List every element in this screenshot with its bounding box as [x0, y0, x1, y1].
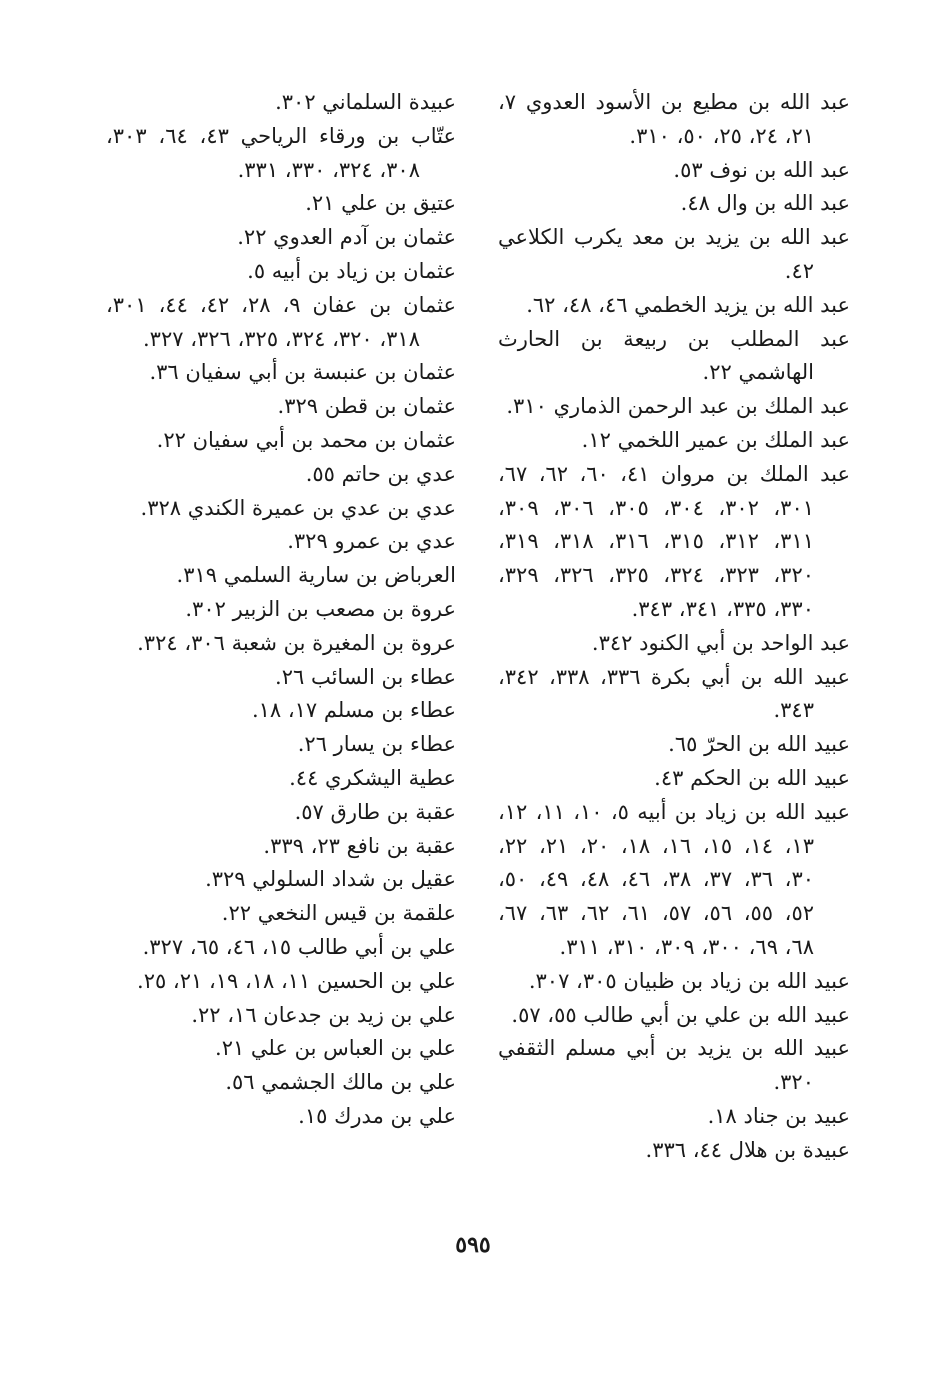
index-entry: علقمة بن قيس النخعي ٢٢. [221, 901, 456, 926]
index-entry: عبيد الله بن يزيد بن أبي مسلم الثقفي ٣٢٠. [498, 1036, 850, 1095]
index-entry: عبد المطلب بن ربيعة بن الحارث الهاشمي ٢٢. [498, 326, 850, 385]
index-entry: عبيد الله بن الحرّ ٦٥. [668, 732, 850, 757]
index-entry: عبيدة بن هلال ٤٤، ٣٣٦. [645, 1137, 850, 1162]
index-entry: عبد الله بن يزيد الخطمي ٤٦، ٤٨، ٦٢. [526, 292, 850, 317]
index-entry: عثمان بن عنبسة بن أبي سفيان ٣٦. [149, 360, 456, 385]
index-entry: عطاء بن مسلم ١٧، ١٨. [251, 698, 456, 723]
index-column-right [498, 86, 850, 1168]
index-entry: علي بن العباس بن علي ٢١. [215, 1036, 456, 1061]
index-entry: عدي بن حاتم ٥٥. [305, 461, 456, 486]
index-entry: عطاء بن السائب ٢٦. [275, 664, 456, 689]
index-entry: علي بن مالك الجشمي ٥٦. [225, 1070, 456, 1095]
index-entry: عبد الملك بن عمير اللخمي ١٢. [581, 427, 850, 452]
index-entry: عبيد بن جناد ١٨. [707, 1103, 850, 1128]
index-entry: عثمان بن عفان ٩، ٢٨، ٤٢، ٤٤، ٣٠١، ٣١٨، ٣٢٠، ٣٢٤، ٣٢٥، ٣٢٦، ٣٢٧. [106, 292, 457, 351]
index-entry: عبيد الله بن زياد بن ظبيان ٣٠٥، ٣٠٧. [528, 968, 850, 993]
index-entry: عثمان بن زياد بن أبيه ٥. [247, 258, 456, 283]
index-entry: عبيد الله بن علي بن أبي طالب ٥٥، ٥٧. [511, 1002, 850, 1027]
index-entry: العرباض بن سارية السلمي ٣١٩. [176, 563, 456, 588]
index-entry: علي بن مدرك ١٥. [298, 1103, 456, 1128]
index-entry: عبد الملك بن مروان ٤١، ٦٠، ٦٢، ٦٧، ٣٠١، ٣٠٢، ٣٠٤، ٣٠٥، ٣٠٦، ٣٠٩، ٣١١، ٣١٢، ٣١٥، ٣١٦، ٣١٨، ٣١٩، ٣٢٠، ٣٢٣، ٣٢٤، ٣٢٥، ٣٢٦، ٣٢٩، ٣٣٠، ٣٣٥، ٣٤١، ٣٤٣. [498, 461, 850, 621]
index-entry: عبد الله بن نوف ٥٣. [673, 157, 850, 182]
index-entry: عبد الواحد بن أبي الكنود ٣٤٢. [591, 630, 850, 655]
index-entry: عدي بن عمرو ٣٢٩. [287, 529, 456, 554]
index-entry: عقبة بن نافع ٢٣، ٣٣٩. [263, 833, 456, 858]
index-entry: عبد الله بن مطيع بن الأسود العدوي ٧، ٢١، ٢٤، ٢٥، ٥٠، ٣١٠. [498, 90, 850, 148]
index-entry: عبيد الله بن زياد بن أبيه ٥، ١٠، ١١، ١٢، ١٣، ١٤، ١٥، ١٦، ١٨، ٢٠، ٢١، ٢٢، ٣٠، ٣٦، ٣٧، ٣٨، ٤٦، ٤٨، ٤٩، ٥٠، ٥٢، ٥٥، ٥٦، ٥٧، ٦١، ٦٢، ٦٣، ٦٧، ٦٨، ٦٩، ٣٠٠، ٣٠٩، ٣١٠، ٣١١. [498, 799, 850, 959]
index-entry: عدي بن عدي بن عميرة الكندي ٣٢٨. [140, 495, 456, 520]
index-entry: عبيد الله بن الحكم ٤٣. [654, 765, 850, 790]
index-entry: عروة بن المغيرة بن شعبة ٣٠٦، ٣٢٤. [137, 630, 456, 655]
index-entry: عطاء بن يسار ٢٦. [297, 732, 456, 757]
page-number: ٥٩٥ [455, 1232, 491, 1258]
index-entry: عبيد الله بن أبي بكرة ٣٣٦، ٣٣٨، ٣٤٢، ٣٤٣. [498, 664, 851, 723]
index-entry: عتيق بن علي ٢١. [305, 191, 456, 216]
index-entry: عقيل بن شداد السلولي ٣٢٩. [205, 867, 456, 892]
index-entry: عثمان بن محمد بن أبي سفيان ٢٢. [156, 427, 456, 452]
index-entry: علي بن أبي طالب ١٥، ٤٦، ٦٥، ٣٢٧. [142, 934, 456, 959]
index-entry: عبد الملك بن عبد الرحمن الذماري ٣١٠. [506, 394, 850, 419]
index-entry: عتّاب بن ورقاء الرياحي ٤٣، ٦٤، ٣٠٣، ٣٠٨، ٣٢٤، ٣٣٠، ٣٣١. [106, 123, 457, 182]
index-column-left [106, 86, 456, 1134]
index-entry: علي بن الحسين ١١، ١٨، ١٩، ٢١، ٢٥. [137, 968, 456, 993]
index-entry: عبد الله بن يزيد بن معد يكرب الكلاعي ٤٢. [498, 225, 850, 283]
index-entry: عبيدة السلماني ٣٠٢. [275, 90, 456, 114]
index-entry: عقبة بن طارق ٥٧. [294, 799, 456, 824]
index-entry: عبد الله بن وال ٤٨. [680, 191, 850, 216]
index-entry: عثمان بن قطن ٣٢٩. [277, 394, 456, 419]
index-entry: علي بن زيد بن جدعان ١٦، ٢٢. [191, 1002, 456, 1027]
index-entry: عثمان بن آدم العدوي ٢٢. [237, 225, 456, 250]
index-entry: عطية اليشكري ٤٤. [289, 765, 456, 790]
index-entry: عروة بن مصعب بن الزبير ٣٠٢. [185, 596, 456, 621]
